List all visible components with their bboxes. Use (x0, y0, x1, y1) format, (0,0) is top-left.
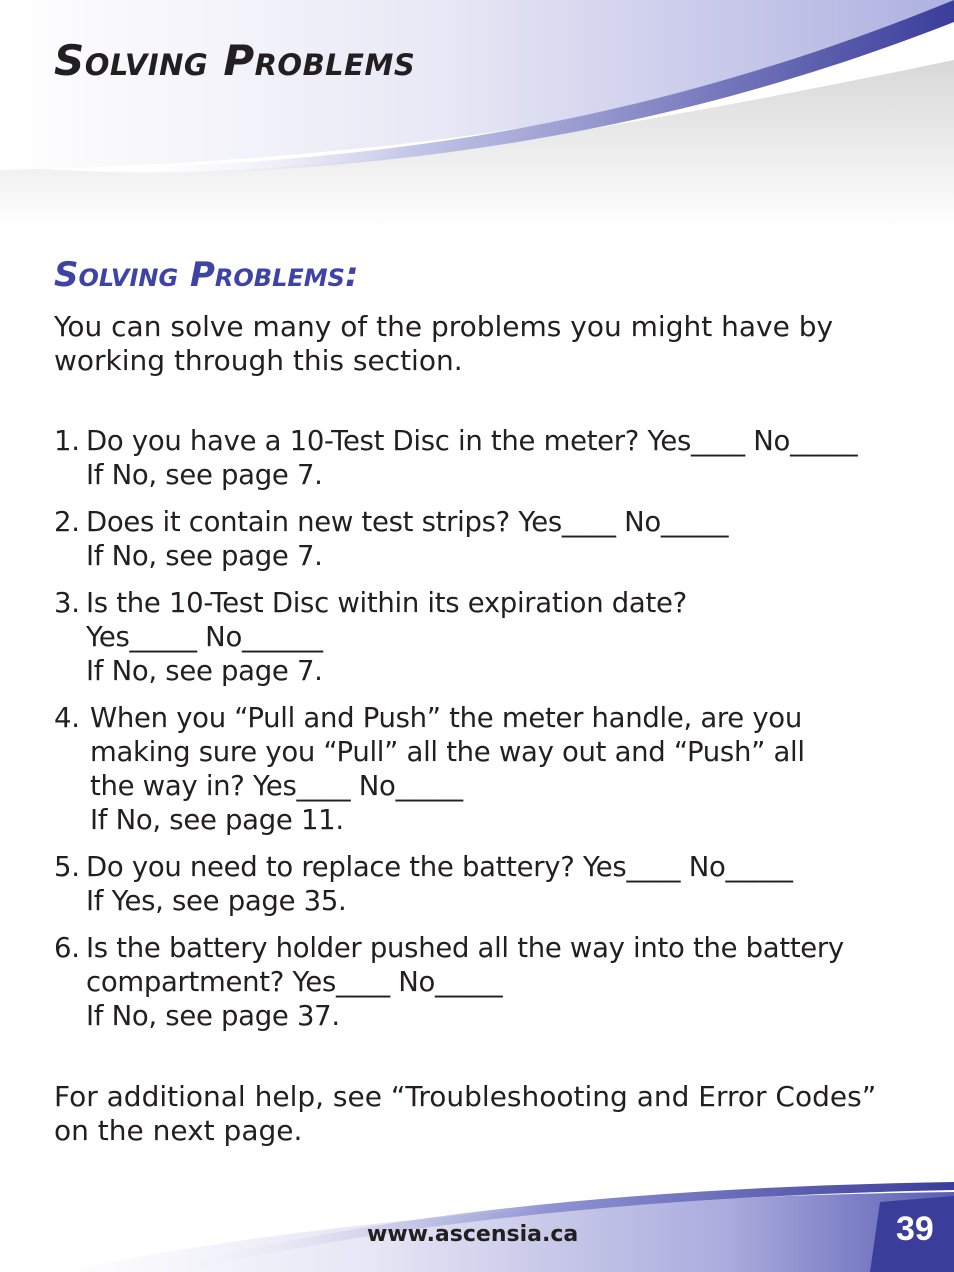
outro-paragraph: For additional help, see “Troubleshooting and Error Codes” on the next page. (54, 1080, 877, 1147)
question-text: If No, see page 7. (86, 459, 323, 491)
question-text: the way in? Yes____ No_____ (90, 770, 463, 802)
question-text: Does it contain new test strips? Yes____ No_____ (86, 506, 729, 538)
question-text: Yes_____ No______ (86, 621, 323, 653)
question-number: 1. (54, 425, 80, 457)
question-text: compartment? Yes____ No_____ (86, 966, 503, 998)
question-item (54, 424, 914, 492)
page-number: 39 (896, 1210, 934, 1248)
question-text: Is the battery holder pushed all the way into the battery (86, 932, 844, 964)
question-list (54, 424, 914, 1033)
question-item (54, 586, 914, 688)
question-item (54, 701, 914, 837)
question-number: 6. (54, 932, 80, 964)
question-text: If No, see page 37. (86, 1000, 340, 1032)
question-number: 4. (54, 702, 80, 734)
question-text: If No, see page 11. (90, 804, 344, 836)
page-title: Solving Problems (54, 36, 416, 85)
question-item (54, 505, 914, 573)
question-number: 3. (54, 587, 80, 619)
question-item (54, 931, 914, 1033)
question-text: Do you have a 10-Test Disc in the meter? Yes____ No_____ (86, 425, 858, 457)
question-text: Is the 10-Test Disc within its expiration date? (86, 587, 687, 619)
section-heading: Solving Problems: (54, 255, 359, 295)
question-item (54, 850, 914, 918)
question-text: Do you need to replace the battery? Yes____ No_____ (86, 851, 793, 883)
header-swoosh-decoration (0, 0, 954, 230)
intro-paragraph: You can solve many of the problems you might have by working through this section. (54, 310, 834, 377)
question-text: If No, see page 7. (86, 540, 323, 572)
question-number: 5. (54, 851, 80, 883)
question-text: When you “Pull and Push” the meter handle, are you (90, 702, 802, 734)
website-url-link[interactable]: www.ascensia.ca (367, 1222, 579, 1247)
question-text: If Yes, see page 35. (86, 885, 347, 917)
question-text: If No, see page 7. (86, 655, 323, 687)
question-text: making sure you “Pull” all the way out and “Push” all (90, 736, 805, 768)
question-number: 2. (54, 506, 80, 538)
